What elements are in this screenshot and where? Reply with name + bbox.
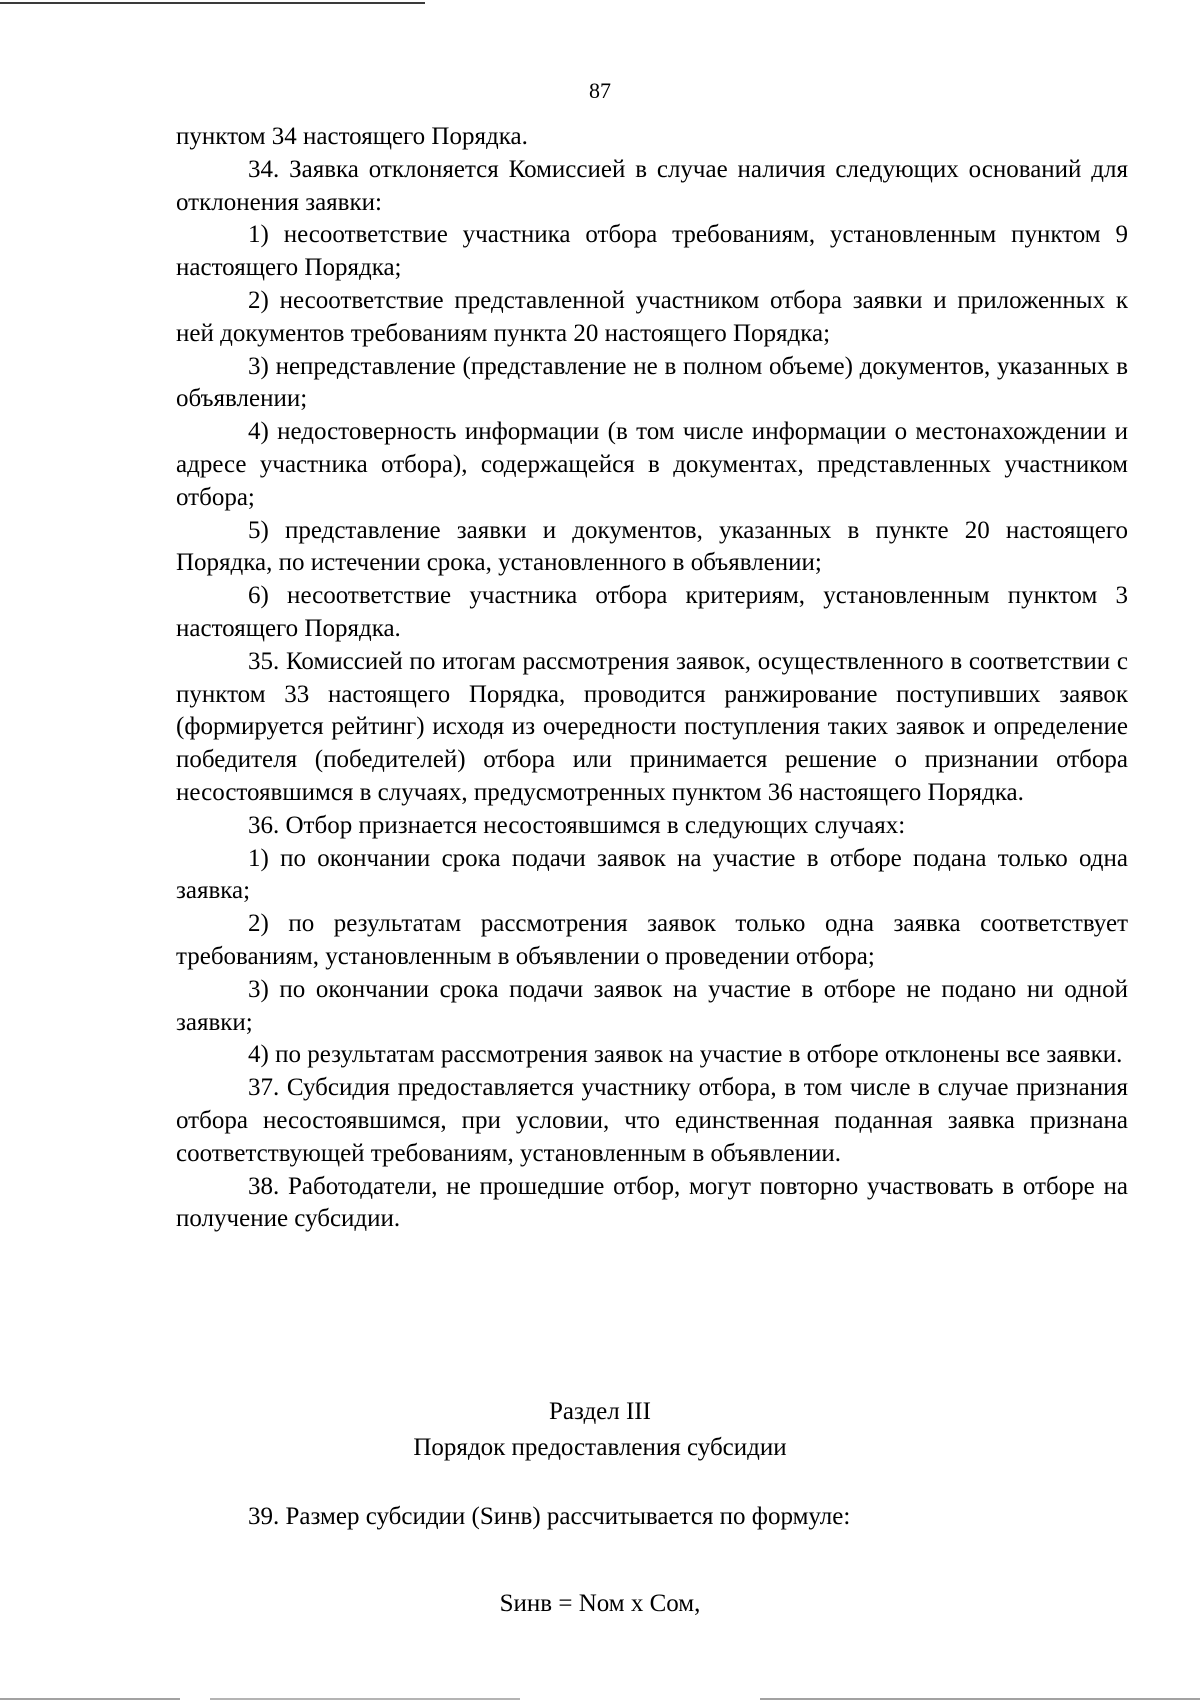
section-label: Раздел III xyxy=(549,1398,651,1425)
paragraph: 2) по результатам рассмотрения заявок только одна заявка соответствует требованиям, установленным в объявлении о проведении отбора; xyxy=(176,910,1128,970)
section-title: Порядок предоставления субсидии xyxy=(413,1434,787,1461)
paragraph: 5) представление заявки и документов, указанных в пункте 20 настоящего Порядка, по истечении срока, установленного в объявлении; xyxy=(176,516,1128,577)
paragraph: 37. Субсидия предоставляется участнику отбора, в том числе в случае признания отбора несостоявшимся, при условии, что единственная поданная заявка признана соответствующей требованиям, установленным в объявлении. xyxy=(176,1074,1128,1167)
paragraph: 36. Отбор признается несостоявшимся в следующих случаях: xyxy=(248,811,906,839)
paragraph: 3) непредставление (представление не в полном объеме) документов, указанных в объявлении; xyxy=(176,352,1128,413)
document-body xyxy=(176,121,1128,1236)
paragraph: 2) несоответствие представленной участником отбора заявки и приложенных к ней документов требованиям пункта 20 настоящего Порядка; xyxy=(176,286,1128,347)
paragraph: 38. Работодатели, не прошедшие отбор, могут повторно участвовать в отборе на получение субсидии. xyxy=(176,1172,1128,1233)
paragraph: 4) недостоверность информации (в том числе информации о местонахождении и адресе участника отбора), содержащейся в документах, представленных участником отбора; xyxy=(176,418,1128,511)
paragraph: 1) по окончании срока подачи заявок на участие в отборе подана только одна заявка; xyxy=(176,844,1128,905)
formula-intro: 39. Размер субсидии (Sинв) рассчитывается по формуле: xyxy=(248,1503,851,1530)
paragraph: 1) несоответствие участника отбора требованиям, установленным пунктом 9 настоящего Порядка; xyxy=(176,221,1128,282)
paragraph: 35. Комиссией по итогам рассмотрения заявок, осуществленного в соответствии с пунктом 33 настоящего Порядка, проводится ранжирование поступивших заявок (формируется рейтинг) исходя из очередности поступления таких заявок и определение победителя (победителей) отбора или принимается решение о признании отбора несостоявшимся в случаях, предусмотренных пунктом 36 настоящего Порядка. xyxy=(176,647,1128,806)
paragraph: 3) по окончании срока подачи заявок на участие в отборе не подано ни одной заявки; xyxy=(176,975,1128,1036)
scan-edge-bottom xyxy=(0,1698,1200,1700)
scan-edge-top xyxy=(0,2,425,4)
page-number: 87 xyxy=(589,78,611,103)
paragraph: 34. Заявка отклоняется Комиссией в случае наличия следующих оснований для отклонения заявки: xyxy=(176,155,1128,216)
formula: Sинв = Nом x Cом, xyxy=(499,1590,701,1617)
paragraph: пунктом 34 настоящего Порядка. xyxy=(176,123,528,150)
paragraph: 6) несоответствие участника отбора критериям, установленным пунктом 3 настоящего Порядка. xyxy=(176,582,1128,642)
paragraph: 4) по результатам рассмотрения заявок на участие в отборе отклонены все заявки. xyxy=(248,1041,1123,1069)
